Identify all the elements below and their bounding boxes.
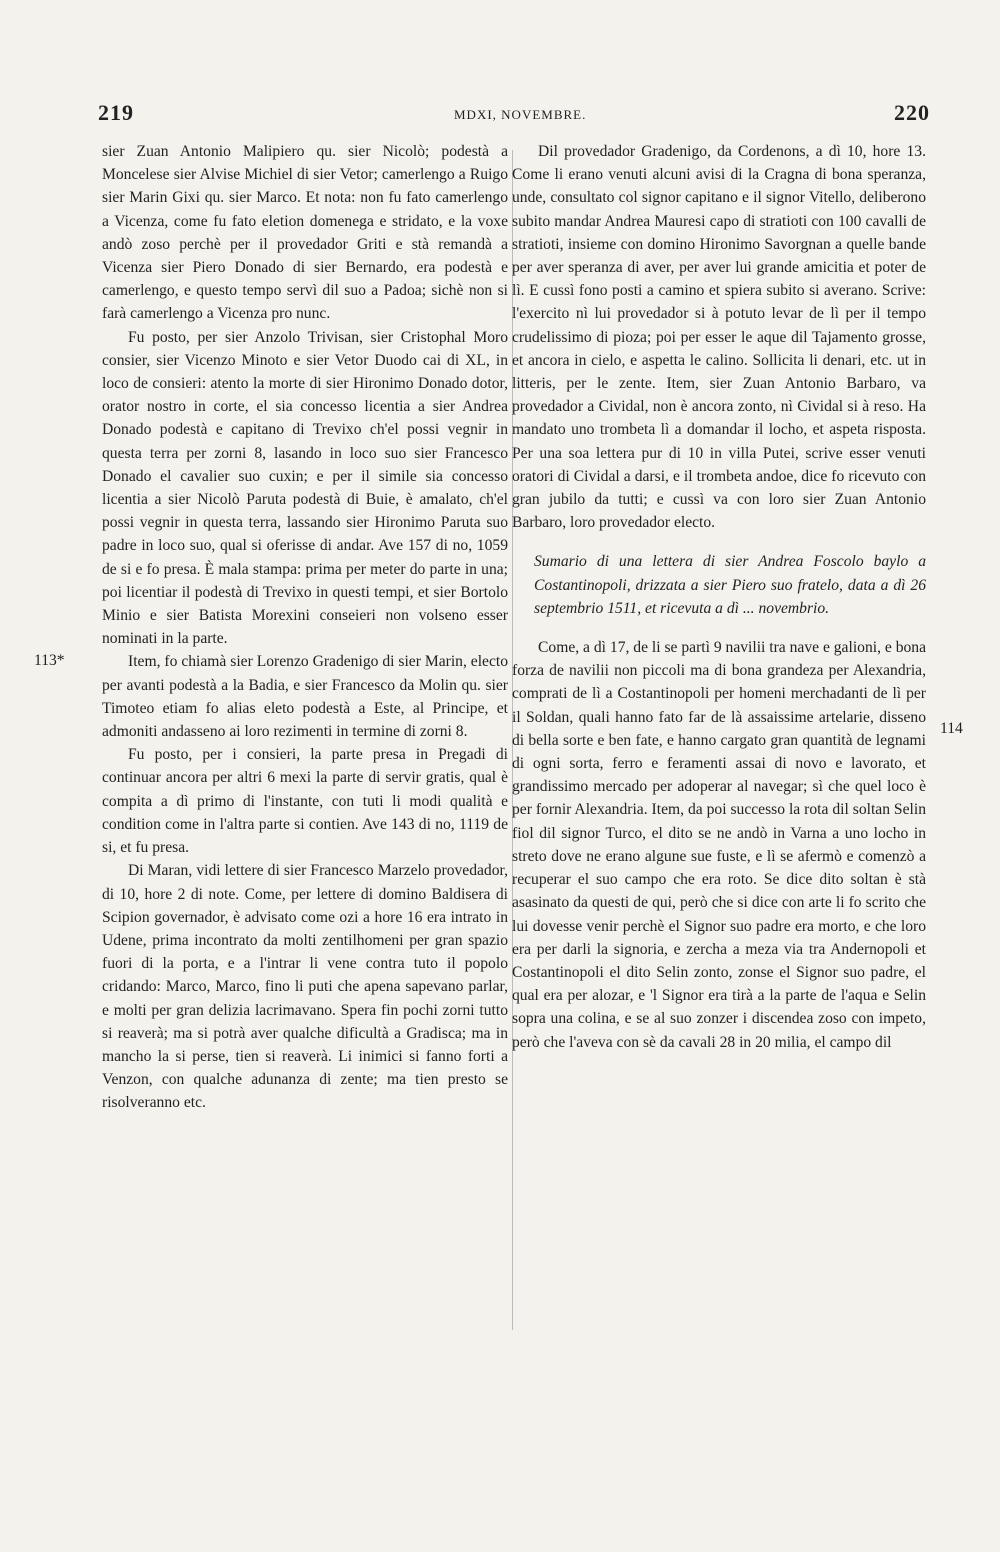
- page-header: [0, 100, 1000, 130]
- paragraph: Di Maran, vidi lettere di sier Francesco Marzelo provedador, di 10, hore 2 di note. Come, per lettere di domino Baldisera di Scipion governador, è advisato come ozi a hore 16 era intrato in Udene, prima incontrato da molti zentilhomeni per gran spazio fuori di la porta, e a l'intrar li vene contra tuto il popolo cridando: Marco, Marco, fino li puti che apena sapevano parlar, e molti per gran delizia lacrimavano. Spera fin pochi zorni tutto si reaverà; ma si potrà aver qualche dificultà a Gradisca; ma in mancho la si perse, tien si reaverà. Li inimici si fanno forti a Venzon, con qualche adunanza di zente; ma tien presto se risolveranno etc.: [102, 862, 508, 1112]
- margin-note-left: 113*: [34, 652, 65, 669]
- paragraph: sier Zuan Antonio Malipiero qu. sier Nicolò; podestà a Moncelese sier Alvise Michiel di sier Vetor; camerlengo a Ruigo sier Marin Gixi qu. sier Marco. Et nota: non fu fato camerlengo a Vicenza, come fu fato eletion domenega e stridato, e la voxe andò zoso perchè per il provedador Griti e stà remandà a Vicenza sier Piero Donado di sier Bernardo, era podestà e camerlengo, e questo tempo servì dil suo a Padoa; sichè non si farà camerlengo a Vicenza pro nunc.: [102, 143, 508, 323]
- paragraph: Dil provedador Gradenigo, da Cordenons, a dì 10, hore 13. Come li erano venuti alcuni avisi di la Cragna di bona speranza, unde, consultato col signor capitano e il signor Vitello, deliberono subito mandar Andrea Mauresi capo di stratioti con 100 cavalli de stratioti, insieme con domino Hironimo Savorgnan a quelle bande per aver speranza di aver, per aver lui grande amicitia et poter de lì. E cussì fono posti a camino et spiera subito si averano. Scrive: l'exercito nì lui provedador si à potuto levar de lì per il tempo crudelissimo di pioza; poi per esser le aque dil Tajamento grosse, et ancora in cielo, e aspetta le calino. Sollicita li denari, etc. ut in litteris, per le zente. Item, sier Zuan Antonio Barbaro, va provedador a Cividal, non è ancora zonto, nì Cividal si à reso. Ha mandato uno trombeta lì a domandar il locho, et aspeta risposta. Per una soa lettera pur di 10 in villa Putei, scrive esser venuti oratori di Cividal a darsi, e il trombeta andoe, dice fo ricevuto con gran jubilo da tutti; e cussì va con loro sier Zuan Antonio Barbaro, loro provedador electo.: [512, 143, 926, 532]
- paragraph: Come, a dì 17, de li se partì 9 navilii tra nave e galioni, e bona forza de navilii non piccoli ma di bona grandeza per Alexandria, comprati de lì a Costantinopoli per homeni merchadanti de lì per il Soldan, quali hanno fato far de là assaissime artelarie, disseno di bella sorte e ben fate, e hanno cargato gran quantità de legnami di ogni sorta, ferro e feramenti assai di novo e lavorato, et grandissimo mercado per adoperar al navegar; sì che quel loco è per fornir Alexandria. Item, da poi successo la rota dil soltan Selin fiol dil signor Turco, el dito se ne andò in Varna a uno locho in streto dove ne erano algune sue fuste, e lì se afermò e comenzò a recuperar el suo campo che era roto. Se dice dito soltan è stà asasinato da questi de qui, però che si dice con arte li fo scrito che lui dovesse venir perchè el Signor suo padre era morto, e che loro era per darli la signoria, e zercha a meza via tra Andernopoli et Costantinopoli el dito Selin zonto, zonse el Signor suo padre, el qual era per alozar, e 'l Signor era tirà a la parte de l'aqua e Selin sopra una colina, e se al suo zonzer i discendea zoso con impeto, però che l'aveva con sè da cavali 28 in 20 milia, el campo dil: [512, 639, 927, 1051]
- paragraph: Fu posto, per sier Anzolo Trivisan, sier Cristophal Moro consier, sier Vicenzo Minoto e sier Vetor Duodo cai di XL, in loco de consieri: atento la morte di sier Hironimo Donado dotor, orator nostro in corte, el sia concesso licentia a sier Andrea Donado podestà e capitano di Trevixo ch'el possi vegnir in questa terra per zorni 8, lasando in loco suo sier Francesco Donado el cavalier suo cuxin; e per il simile sia concesso licentia a sier Nicolò Paruta podestà di Buie, è amalato, ch'el possi vegnir in questa terra, lassando sier Hironimo Paruta suo padre in loco suo, qual si oferisse di andar. Ave 157 di no, 1059 de si e fo presa. È mala stampa: prima per meter do parte in una; poi licentiar il podestà di Trevixo in questi tempi, et sier Bortolo Minio e sier Batista Morexini conseieri non volseno esser nominati in la parte.: [102, 328, 508, 648]
- left-column: [102, 140, 508, 1115]
- running-title: MDXI, NOVEMBRE.: [454, 107, 587, 122]
- page-number-left: 219: [98, 100, 134, 125]
- paragraph: Item, fo chiamà sier Lorenzo Gradenigo di sier Marin, electo per avanti podestà a la Badia, e sier Francesco da Molin qu. sier Timoteo etiam fo alias eleto podestà a Este, al Principe, et admoniti andasseno ai loro rezimenti in termine di zorni 8.: [102, 653, 508, 741]
- page-number-right: 220: [894, 100, 930, 125]
- right-column: [512, 140, 926, 1054]
- margin-note-right: 114: [940, 720, 963, 737]
- section-heading: Sumario di una lettera di sier Andrea Foscolo baylo a Costantinopoli, drizzata a sier Piero suo fratelo, data a dì 26 septembrio 1511, et ricevuta a dì ... novembrio.: [534, 553, 926, 617]
- paragraph: Fu posto, per i consieri, la parte presa in Pregadi di continuar ancora per altri 6 mexi la parte di servir gratis, qual è compita a dì primo di l'instante, con tuti li modi qualità e condition come in l'altra parte si contien. Ave 143 di no, 1119 de si, et fu presa.: [102, 746, 508, 857]
